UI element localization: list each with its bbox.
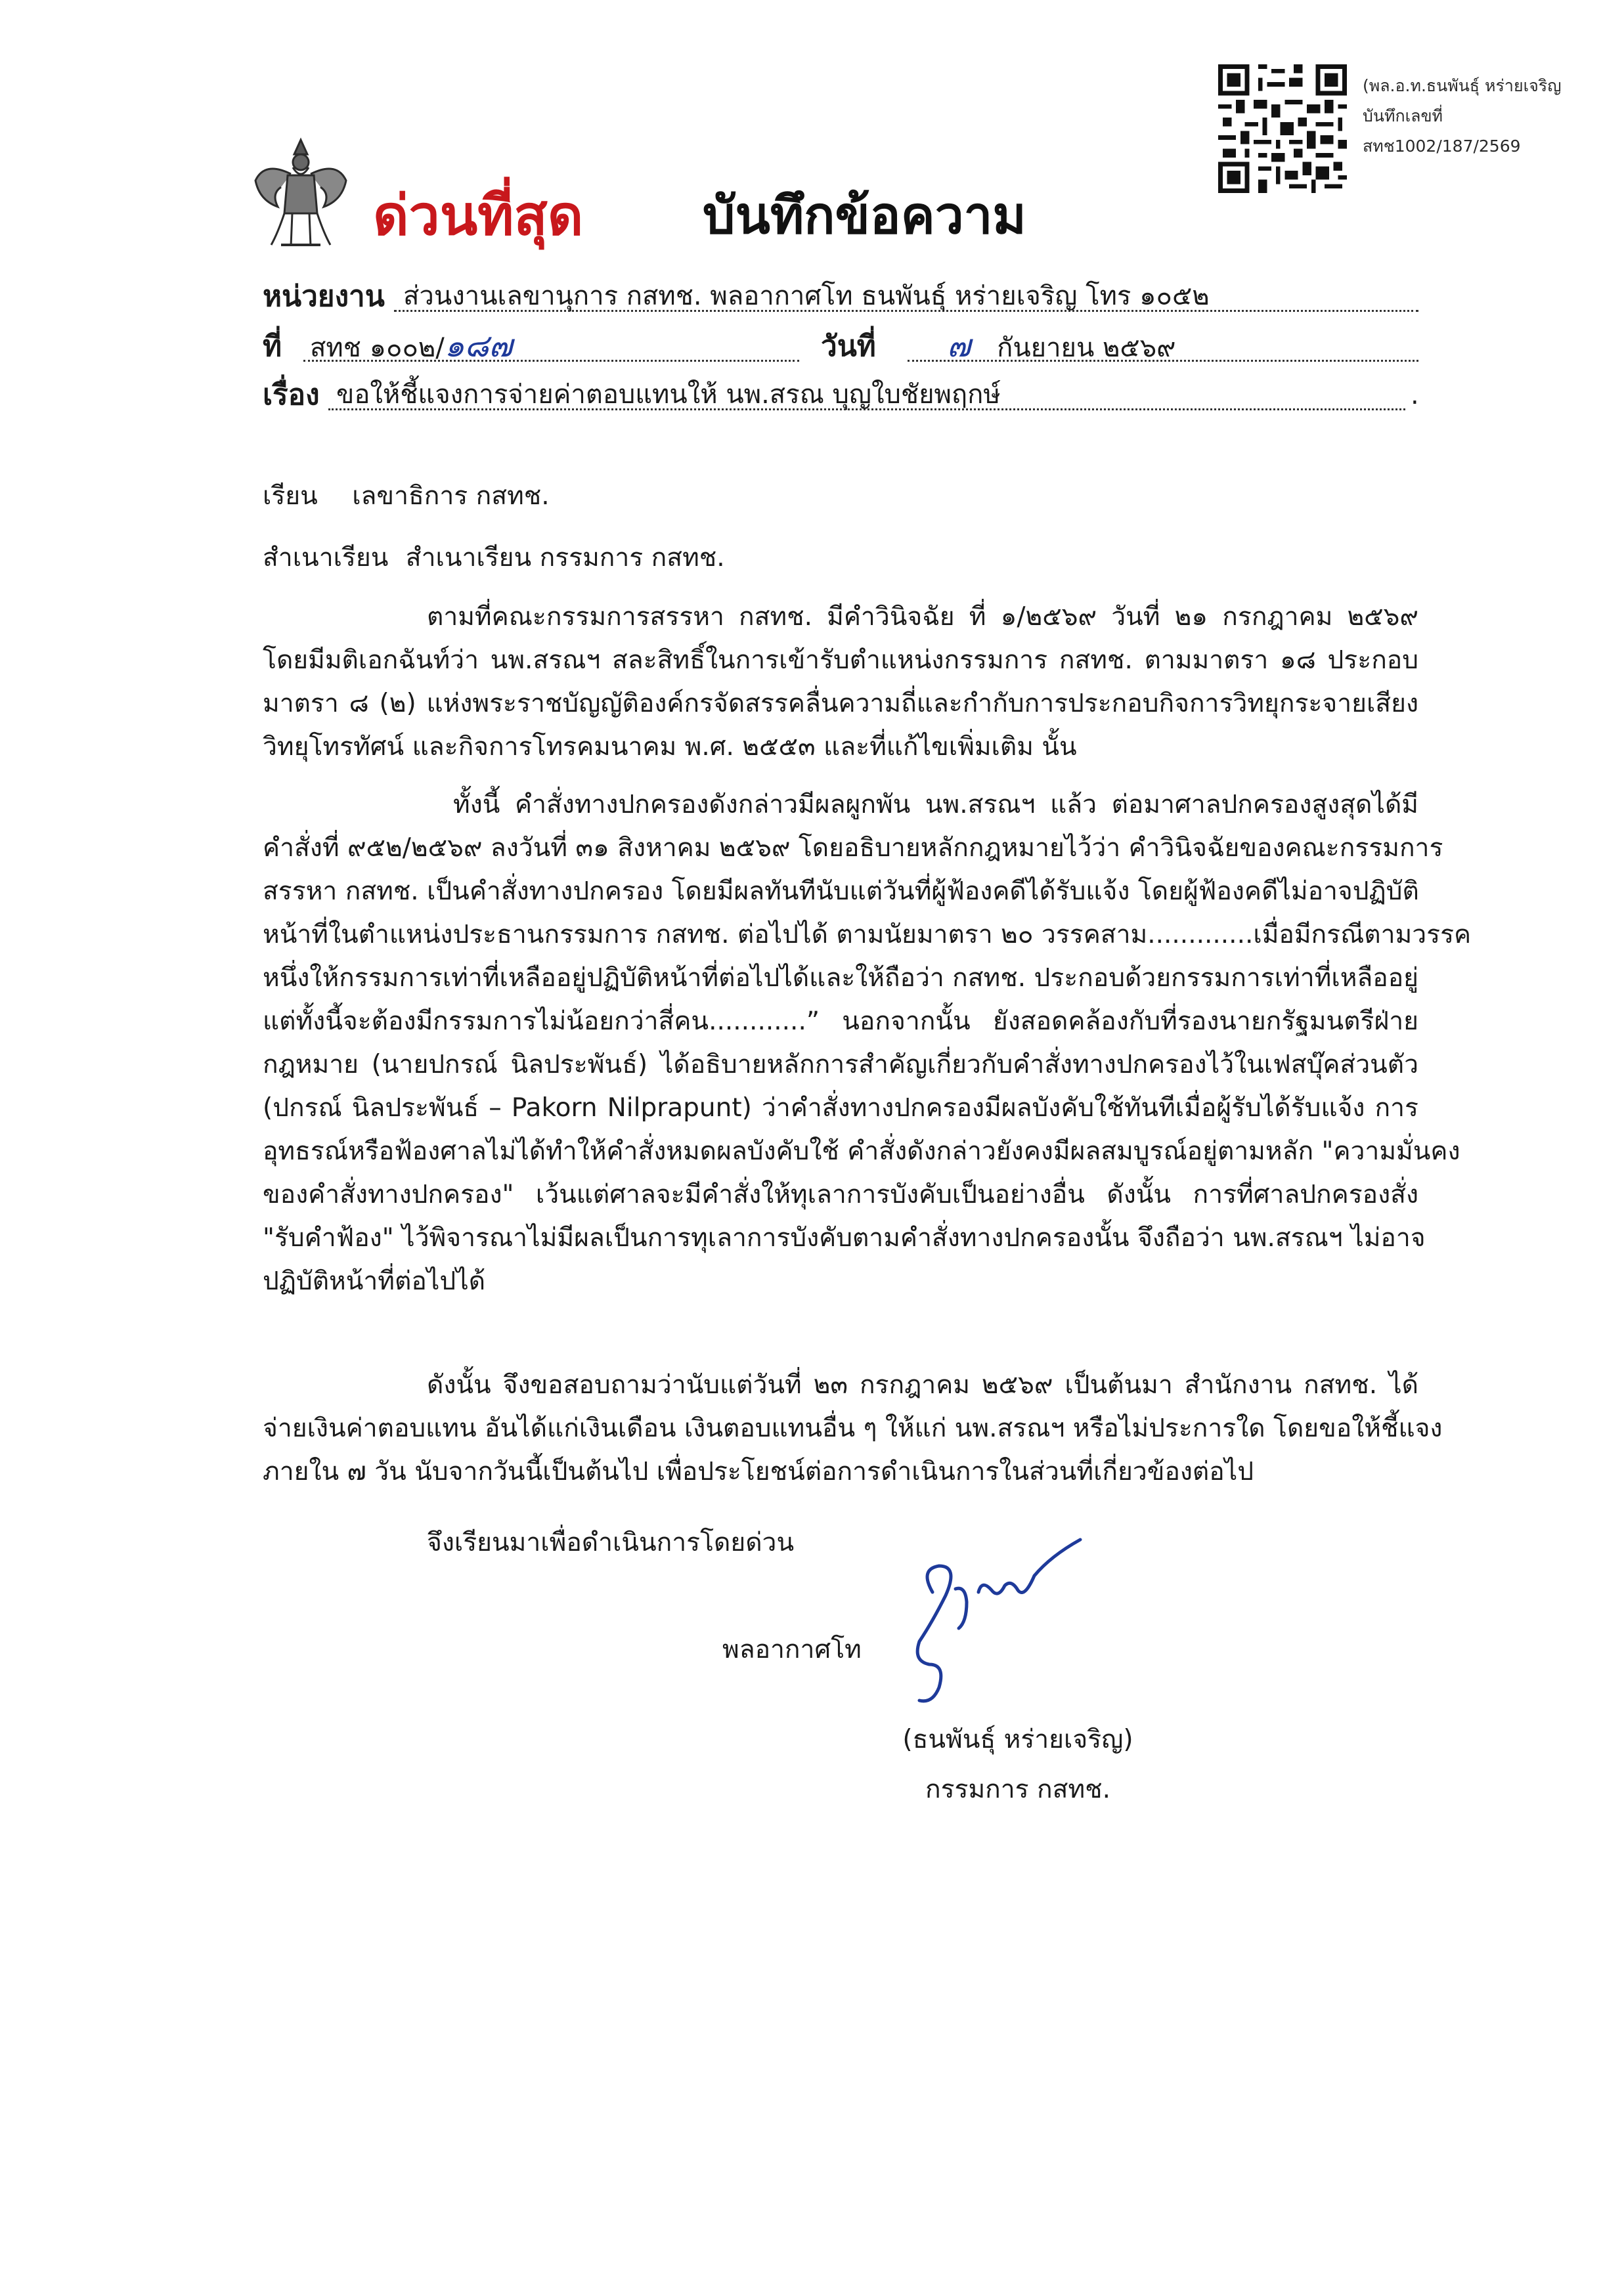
memo-title: บันทึกข้อความ (703, 186, 1026, 246)
ref-value (303, 326, 799, 362)
cc-row (263, 536, 725, 580)
paragraph-1 (263, 596, 1418, 769)
paragraph-line: ของคำสั่งทางปกครอง" เว้นแต่ศาลจะมีคำสั่งให้ทุเลาการบังคับเป็นอย่างอื่น ดังนั้น การที่ศาลปกครองสั่ง (263, 1180, 1418, 1209)
cc-label: สำเนาเรียน (263, 543, 389, 573)
paragraph-line: กฎหมาย (นายปกรณ์ นิลประพันธ์) ได้อธิบายหลักการสำคัญเกี่ยวกับคำสั่งทางปกครองไว้ในเฟสบุ๊คส่วนตัว (263, 1050, 1418, 1079)
garuda-emblem-icon (252, 135, 350, 250)
subject-value (328, 374, 1405, 410)
paragraph-line: มาตรา ๘ (๒) แห่งพระราชบัญญัติองค์กรจัดสรรคลื่นความถี่และกำกับการประกอบกิจการวิทยุกระจายเสียง (263, 689, 1418, 718)
paragraph-line: หน้าที่ในตำแหน่งประธานกรรมการ กสทช. ต่อไปได้ ตามนัยมาตรา ๒๐ วรรคสาม.............เมื่อมีกรณีตามวรรค (263, 920, 1472, 949)
subject-label: เรื่อง (263, 378, 320, 412)
subject-value-text: ขอให้ชี้แจงการจ่ายค่าตอบแทนให้ นพ.สรณ บุญใบชัยพฤกษ์ (336, 379, 1001, 410)
date-value-text: กันยายน ๒๕๖๙ (997, 333, 1176, 363)
paragraph-line: (ปกรณ์ นิลประพันธ์ – Pakorn Nilprapunt) ว่าคำสั่งทางปกครองมีผลบังคับใช้ทันทีเมื่อผู้รับได้รับแจ้ง การ (263, 1093, 1418, 1123)
qr-caption (1363, 71, 1562, 162)
paragraph-line: วิทยุโทรทัศน์ และกิจการโทรคมนาคม พ.ศ. ๒๕๕๓ และที่แก้ไขเพิ่มเติม นั้น (263, 732, 1077, 762)
paragraph-line: ตามที่คณะกรรมการสรรหา กสทช. มีคำวินิจฉัย ที่ ๑/๒๕๖๙ วันที่ ๒๑ กรกฎาคม ๒๕๖๙ (427, 602, 1418, 632)
agency-row (263, 276, 1418, 318)
qr-caption-line: สทช1002/187/2569 (1363, 137, 1521, 156)
paragraph-3 (263, 1364, 1443, 1494)
ref-label: ที่ (263, 330, 282, 363)
paragraph-line: อุทธรณ์หรือฟ้องศาลไม่ได้ทำให้คำสั่งหมดผลบังคับใช้ คำสั่งดังกล่าวยังคงมีผลสมบูรณ์อยู่ตามหลัก "ความมั่นคง (263, 1137, 1460, 1166)
qr-caption-line: บันทึกเลขที่ (1363, 106, 1443, 125)
to-row (263, 475, 550, 518)
to-label: เรียน (263, 481, 318, 511)
paragraph-line: ทั้งนี้ คำสั่งทางปกครองดังกล่าวมีผลผูกพัน นพ.สรณฯ แล้ว ต่อมาศาลปกครองสูงสุดได้มี (453, 790, 1418, 819)
handwritten-signature (893, 1530, 1090, 1714)
date-handwritten: ๗ (947, 328, 971, 364)
reference-row (263, 326, 1418, 368)
agency-value (394, 276, 1418, 312)
paragraph-line: โดยมีมติเอกฉันท์ว่า นพ.สรณฯ สละสิทธิ์ในการเข้ารับตำแหน่งกรรมการ กสทช. ตามมาตรา ๑๘ ประกอบ (263, 645, 1418, 675)
urgent-label: ด่วนที่สุด (373, 183, 584, 248)
paragraph-line: ภายใน ๗ วัน นับจากวันนี้เป็นต้นไป เพื่อประโยชน์ต่อการดำเนินการในส่วนที่เกี่ยวข้องต่อไป (263, 1457, 1254, 1486)
signatory-name: (ธนพันธุ์ หร่ายเจริญ) (902, 1725, 1133, 1754)
to-value: เลขาธิการ กสทช. (352, 481, 550, 511)
paragraph-line: ดังนั้น จึงขอสอบถามว่านับแต่วันที่ ๒๓ กรกฎาคม ๒๕๖๙ เป็นต้นมา สำนักงาน กสทช. ได้ (427, 1370, 1418, 1400)
qr-code-icon (1218, 64, 1347, 193)
agency-label: หน่วยงาน (263, 280, 385, 313)
ref-handwritten: ๑๘๗ (444, 328, 513, 364)
paragraph-line: สรรหา กสทช. เป็นคำสั่งทางปกครอง โดยมีผลทันทีนับแต่วันที่ผู้ฟ้องคดีได้รับแจ้ง โดยผู้ฟ้องคดีไม่อาจปฏิบัติ (263, 877, 1419, 906)
paragraph-line: คำสั่งที่ ๙๕๒/๒๕๖๙ ลงวันที่ ๓๑ สิงหาคม ๒๕๖๙ โดยอธิบายหลักกฎหมายไว้ว่า คำวินิจฉัยของคณะกรรมการ (263, 833, 1443, 863)
subject-end: . (1411, 380, 1419, 410)
paragraph-line: จ่ายเงินค่าตอบแทน อันได้แก่เงินเดือน เงินตอบแทนอื่น ๆ ให้แก่ นพ.สรณฯ หรือไม่ประการใด โดยขอให้ชี้แจง (263, 1414, 1443, 1443)
cc-value: สำเนาเรียน กรรมการ กสทช. (405, 543, 725, 573)
subject-row (263, 374, 1418, 416)
paragraph-line: แต่ทั้งนี้จะต้องมีกรรมการไม่น้อยกว่าสี่คน............” นอกจากนั้น ยังสอดคล้องกับที่รองนายกรัฐมนตรีฝ่าย (263, 1007, 1418, 1036)
ref-value-text: สทช ๑๐๐๒/ (310, 333, 445, 363)
paragraph-2 (263, 783, 1472, 1303)
signatory-position: กรรมการ กสทช. (925, 1775, 1111, 1804)
qr-caption-line: (พล.อ.ท.ธนพันธุ์ หร่ายเจริญ (1363, 76, 1562, 95)
paragraph-line: ปฏิบัติหน้าที่ต่อไปได้ (263, 1267, 486, 1296)
date-value (908, 326, 1418, 362)
signatory-rank: พลอากาศโท (722, 1635, 862, 1664)
date-label: วันที่ (821, 330, 876, 363)
paragraph-line: หนึ่งให้กรรมการเท่าที่เหลืออยู่ปฏิบัติหน้าที่ต่อไปได้และให้ถือว่า กสทช. ประกอบด้วยกรรมการเท่าที่เหลืออยู่ (263, 963, 1419, 993)
paragraph-line: "รับคำฟ้อง" ไว้พิจารณาไม่มีผลเป็นการทุเลาการบังคับตามคำสั่งทางปกครองนั้น จึงถือว่า นพ.สรณฯ ไม่อาจ (263, 1223, 1426, 1253)
closing-text: จึงเรียนมาเพื่อดำเนินการโดยด่วน (427, 1528, 795, 1557)
agency-value-text: ส่วนงานเลขานุการ กสทช. พลอากาศโท ธนพันธุ์ หร่ายเจริญ โทร ๑๐๕๒ (403, 281, 1210, 311)
